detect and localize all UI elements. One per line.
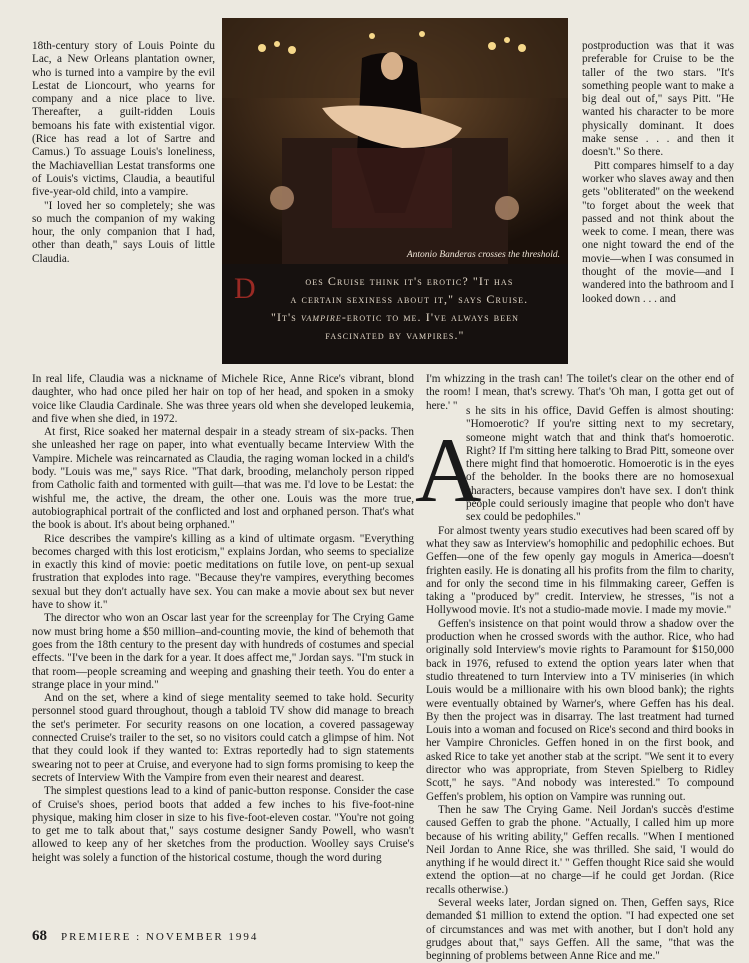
- left-paragraph-2: "I loved her so completely; she was so much the companion of my waking hour, the only companion that I had, other than death," says Louis of little Claudia.: [32, 199, 215, 265]
- pull-quote-line-2: a certain sexiness about it," says Cruise.: [290, 292, 529, 306]
- magazine-issue: PREMIERE : NOVEMBER 1994: [61, 931, 259, 943]
- pull-quote-line-1: oes Cruise think it's erotic? "It has: [305, 274, 514, 288]
- wide-paragraph-3: At first, Rice soaked her maternal despair in a steady stream of six-packs. Then she unleashed her rage on paper, into what eventually became Interview With the Vampire. Michele was reincarnated as Claudia, the raging woman locked in a child's body. "Louis was me," says Rice. "That dark, brooding, melancholy person ripped from Catholic faith and tormented with guilt—that was me. I'd love to be Lestat: the wishful me, the active, the dream, the other one. Louis was the more true, autobiographical portrait of the conflicted and lost and orphaned person. That's what the book is about. It's about being orphaned.": [32, 426, 414, 532]
- movie-still-photo: [222, 18, 568, 264]
- wide-paragraph-7: The simplest questions lead to a kind of panic-button response. Consider the case of Cruise's shoes, period boots that added a few inches to his five-foot-nine physique, making him closer in size to his five-foot-eleven costar. "You're not going to get me to talk about that," says costume designer Sandy Powell, who wasn't allowed to keep any of her sketches from the production. Woolley says Cruise's height was solely a function of the historical costume, though the word during: [32, 785, 414, 864]
- pull-quote: [222, 264, 568, 364]
- pull-quote-line-4: fascinated by vampires.": [325, 328, 465, 342]
- wide-paragraph-6: And on the set, where a kind of siege mentality seemed to take hold. Security personnel stood guard throughout, though a tabloid TV show did manage to breach the set's perimeter. For security reasons on one location, a covered passageway connected Cruise's trailer to the set, so no visitors could catch a glimpse of him. Not that they could look if they wanted to: Extras reportedly had to sign statements swearing not to peer at Cruise, and everyone had to sign forms promising to keep the secrets of Interview With the Vampire from even their nearest and dearest.: [32, 692, 414, 784]
- right-paragraph-2: Pitt compares himself to a day worker who slaves away and then gets "obliterated" on the weekend "to forget about the week that passed and not think about the week to come. I mean, there was one night toward the end of the movie—when I was consumed in thought of the movie—and I wandered into the bathroom and I looked down . . . and: [582, 159, 734, 305]
- pull-quote-line-3a: "It's: [270, 310, 301, 324]
- mid-paragraph: I'm whizzing in the trash can! The toilet's clear on the other end of the room! I mean, that's screwy. That's 'Oh man, I gotta get out of here.' ": [426, 373, 734, 412]
- right-column-top: [582, 40, 734, 306]
- right-wide-paragraph-2: For almost twenty years studio executives had been scared off by what they saw as Interview's homophilic and pedophilic echoes. But Geffen—one of the few openly gay moguls in America—doesn't frighten easily. He is donating all his profits from the film to charity, and for only the second time in his filmmaking career, Geffen is taking a "produced by" credit. Interview, he stresses, "is not a Hollywood movie. It's not a studio-made movie. I made my movie.": [426, 524, 734, 617]
- right-paragraph-1: postproduction was that it was preferable for Cruise to be the taller of the two stars. "It's something people want to make a big deal out of," says Pitt. "He wanted his character to be more physically dominant. It does make sense . . . and then it doesn't." So there.: [582, 40, 734, 159]
- photo-image: [222, 18, 568, 264]
- page-footer: [32, 927, 258, 945]
- right-wide-paragraph-3: Geffen's insistence on that point would throw a shadow over the production when he crossed swords with the author. Rice, who had originally sold Interview's movie rights to Paramount for $150,000 back in 1976, refused to extend the option years later when that studio threatened to turn Interview into a TV miniseries (in which Louis would be a millionaire with his own blood bank); the rights were eventually obtained by Warner's, where Geffen has his deal. By then the project was in disarray. The last treatment had turned Louis into a woman and focused on Rice's second and third books in her Vampire Chronicles. Geffen honed in on the first book, and asked Rice to take yet another stab at the script. "We sent it to every director who was appropriate, from Steven Spielberg to Ridley Scott," he says. "And nobody was interested." To compound Geffen's problem, his option on Vampire was running out.: [426, 617, 734, 803]
- right-wide-paragraph-1: s he sits in his office, David Geffen is almost shouting: "Homoerotic? If you're sitting next to my secretary, someone might watch that and think that's homoerotic. Right? If I'm sitting here talking to Brad Pitt, someone over there might find that homoerotic. Homoerotic is in the eyes of the beholder. In the books there are no homosexual characters, because vampires don't have sex. I don't think people could seriously imagine that people who don't have sex could be pedophiles.": [466, 405, 734, 524]
- drop-cap-a: A: [415, 419, 482, 521]
- page-number: 68: [32, 928, 47, 944]
- pull-quote-initial: D: [234, 272, 257, 305]
- left-column: [32, 40, 215, 266]
- right-wide-paragraph-5: Several weeks later, Jordan signed on. Then, Geffen says, Rice demanded $1 million to extend the option. "I had expected one set of circumstances and was met with another, but I don't hold any grudges about that," says Geffen. All the same, "that was the beginning of problems between Anne Rice and me.": [426, 896, 734, 963]
- photo-caption: Antonio Banderas crosses the threshold.: [406, 250, 560, 260]
- right-wide-paragraph-4: Then he saw The Crying Game. Neil Jordan's succès d'estime caused Geffen to grab the phone. "Actually, I called him up more because of his writing ability," Geffen recalls. "When I mentioned Neil Jordan to Anne Rice, she was thrilled. She said, 'I would do anything if he would direct it.' " Geffen thought Rice said she would extend the option—at no charge—if he could get Jordan. (Rice recalls otherwise.): [426, 803, 734, 896]
- pull-quote-line-3b: vampire: [300, 310, 342, 324]
- left-paragraph-1: 18th-century story of Louis Pointe du Lac, a New Orleans plantation owner, who is turned into a vampire by the evil Lestat de Lioncourt, who yearns for company and a nice place to live. Thereafter, a guilt-ridden Louis bemoans his fate with existential vigor. (Rice has read a lot of Sartre and Camus.) To assuage Louis's loneliness, the Machiavellian Lestat transforms one of Louis's victims, Claudia, a beautiful five-year-old child, into a vampire.: [32, 40, 215, 199]
- right-wide-column: [426, 405, 734, 963]
- wide-paragraph-5: The director who won an Oscar last year for the screenplay for The Crying Game now must bring home a $50 million–and-counting movie, the kind of behemoth that goes from the 18th century to the present day with hundreds of costumes and special effects. "I've been in the dark for a year. It does affect me," Jordan says. "I'm stuck in that room—people screaming and weeping and gnashing their teeth. You do enter a strange place in your mind.": [32, 612, 414, 691]
- pull-quote-line-3c: -erotic to me. I've always been: [341, 310, 520, 324]
- wide-paragraph-4: Rice describes the vampire's killing as a kind of ultimate orgasm. "Everything becomes charged with this lost eroticism," explains Jordan, who seems to specialize in exactly this kind of movie: poetic meditations on futile love, on pent-up sexual frustration that explodes into rage. "Because they're vampires, everything becomes sexual but they don't actually have sex. You can make a movie about sex but never have to show it.": [32, 532, 414, 612]
- wide-paragraph-2-cont: In real life, Claudia was a nickname of Michele Rice, Anne Rice's vibrant, blond daughter, who had once piled her hair on top of her head, and spoken in a smoky voice like Claudia Cardinale. She was three years old when she developed leukemia, and five when she died, in 1972.: [32, 373, 414, 425]
- left-wide-column: [32, 373, 414, 865]
